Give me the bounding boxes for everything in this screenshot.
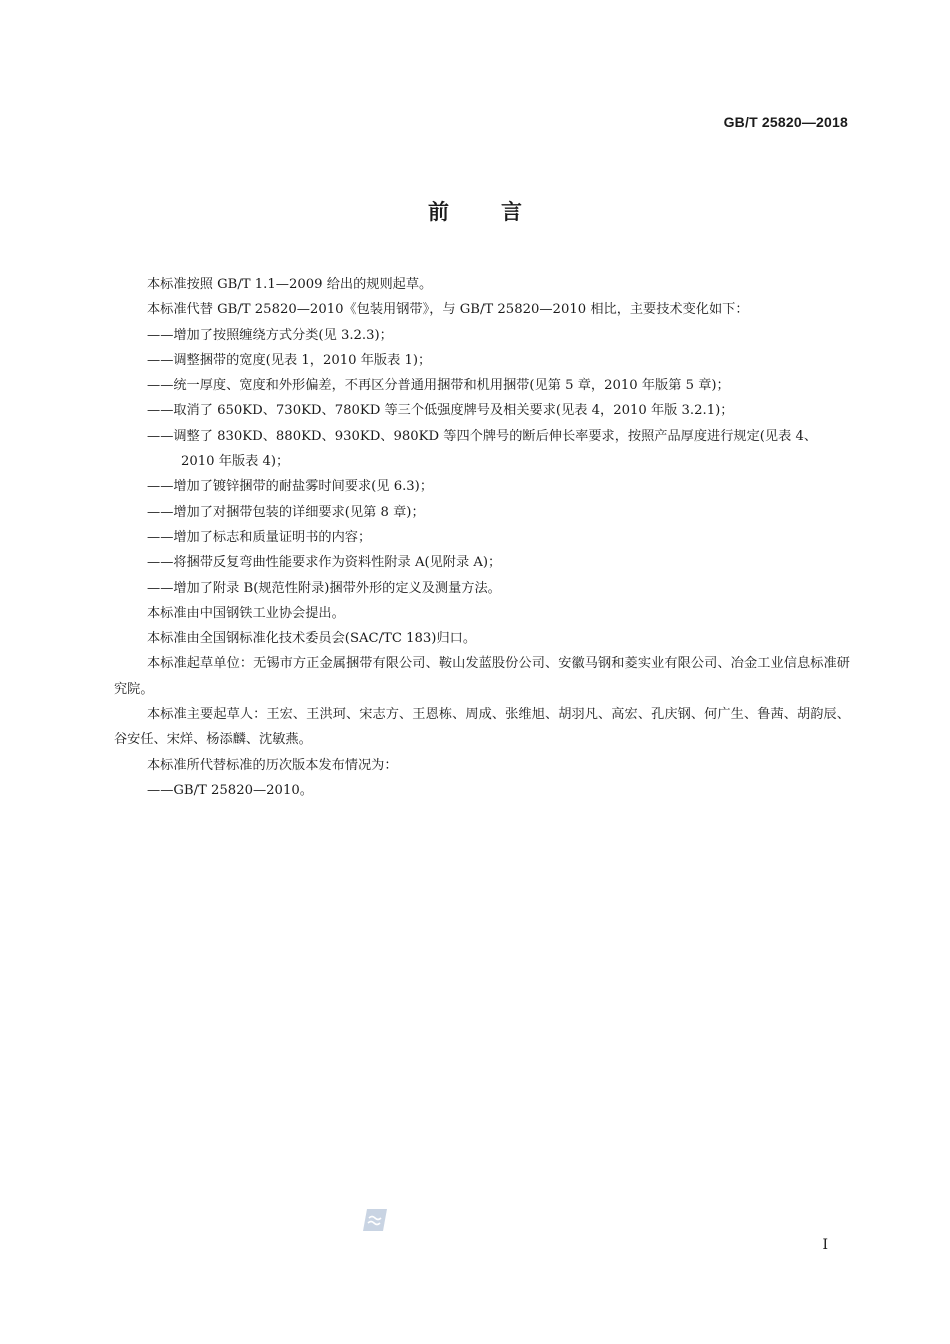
standard-code: GB/T 25820—2018: [723, 114, 848, 130]
change-item: ——增加了标志和质量证明书的内容；: [147, 529, 372, 545]
change-item: ——增加了镀锌捆带的耐盐雾时间要求(见 6.3)；: [147, 479, 434, 495]
paragraph-drafting-units: 本标准起草单位：无锡市方正金属捆带有限公司、鞍山发蓝股份公司、安徽马钢和菱实业有限公司、冶金工业信息标准研究院。: [114, 656, 850, 697]
change-item: ——调整捆带的宽度(见表 1，2010 年版表 1)；: [147, 352, 432, 368]
change-item: ——取消了 650KD、730KD、780KD 等三个低强度牌号及相关要求(见表 4，2010 年版 3.2.1)；: [147, 403, 734, 419]
paragraph-proposer: 本标准由中国钢铁工业协会提出。: [147, 605, 345, 621]
page-title: 前言: [428, 200, 574, 224]
change-item: ——增加了附录 B(规范性附录)捆带外形的定义及测量方法。: [147, 580, 501, 596]
change-item: ——统一厚度、宽度和外形偏差，不再区分普通用捆带和机用捆带(见第 5 章，2010 年版第 5 章)；: [147, 378, 730, 394]
paragraph-history-item: ——GB/T 25820—2010。: [147, 782, 313, 798]
paragraph-replaces: 本标准代替 GB/T 25820—2010《包装用钢带》，与 GB/T 25820—2010 相比，主要技术变化如下：: [147, 302, 749, 318]
page-number: I: [822, 1237, 828, 1253]
change-item: ——增加了按照缠绕方式分类(见 3.2.3)；: [147, 327, 393, 343]
change-item: ——增加了对捆带包装的详细要求(见第 8 章)；: [147, 504, 425, 520]
document-body: [114, 272, 850, 803]
paragraph-drafters: 本标准主要起草人：王宏、王洪珂、宋志方、王恩栋、周成、张维旭、胡羽凡、高宏、孔庆钢、何广生、鲁茜、胡韵辰、谷安任、宋烊、杨添麟、沈敏燕。: [114, 707, 850, 748]
paragraph-history-intro: 本标准所代替标准的历次版本发布情况为：: [147, 757, 398, 773]
paragraph-drafting-rules: 本标准按照 GB/T 1.1—2009 给出的规则起草。: [147, 277, 433, 292]
sac-logo-icon: [362, 1208, 388, 1232]
change-item: ——将捆带反复弯曲性能要求作为资料性附录 A(见附录 A)；: [147, 555, 502, 571]
paragraph-technical-committee: 本标准由全国钢标准化技术委员会(SAC/TC 183)归口。: [147, 631, 477, 647]
change-item: ——调整了 830KD、880KD、930KD、980KD 等四个牌号的断后伸长率要求，按照产品厚度进行规定(见表 4、2010 年版表 4)；: [147, 428, 818, 470]
